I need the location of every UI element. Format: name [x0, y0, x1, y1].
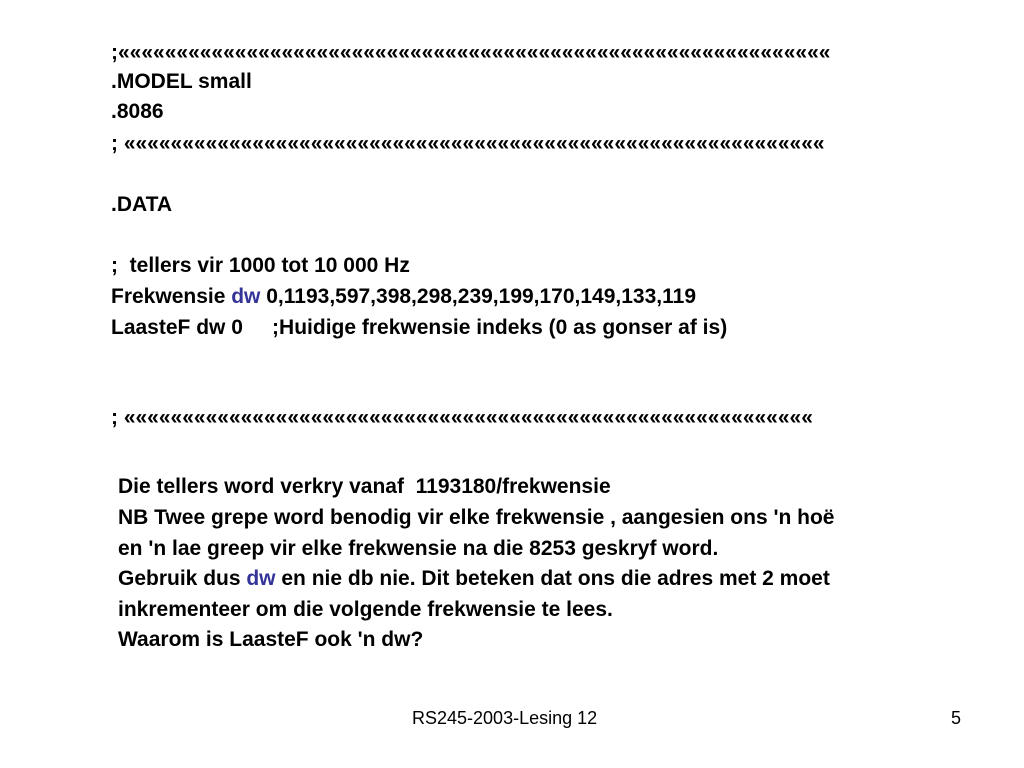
note-line-5: inkrementeer om die volgende frekwensie te lees.: [118, 598, 613, 621]
note-line-4-pre: Gebruik dus: [118, 567, 247, 590]
note-line-1: Die tellers word verkry vanaf 1193180/frekwensie: [118, 475, 611, 498]
frekwensie-declaration: [111, 282, 696, 312]
separator-line-2: ; ««««««««««««««««««««««««««««««««««««««««««««««««««««««««««««: [111, 132, 825, 155]
data-directive: .DATA: [111, 193, 173, 216]
frekwensie-values: 0,1193,597,398,298,239,199,170,149,133,119: [260, 285, 697, 308]
cpu-directive: .8086: [111, 100, 164, 123]
note-line-4-post: en nie db nie. Dit beteken dat ons die adres met 2 moet: [275, 567, 830, 590]
dw-keyword: dw: [231, 285, 261, 308]
note-line-4: [118, 564, 830, 594]
note-line-3: en 'n lae greep vir elke frekwensie na die 8253 geskryf word.: [118, 537, 719, 560]
note-line-6: Waarom is LaasteF ook 'n dw?: [118, 628, 424, 651]
code-comment: ; tellers vir 1000 tot 10 000 Hz: [111, 254, 410, 277]
model-directive: .MODEL small: [111, 70, 252, 93]
laastef-declaration: LaasteF dw 0 ;Huidige frekwensie indeks (0 as gonser af is): [111, 316, 728, 339]
footer-title: RS245-2003-Lesing 12: [412, 708, 598, 728]
note-line-2: NB Twee grepe word benodig vir elke frekwensie , aangesien ons 'n hoë: [118, 506, 835, 529]
page-number: 5: [951, 708, 962, 728]
separator-line-1: ;«««««««««««««««««««««««««««««««««««««««««««««««««««««««««««««: [111, 41, 831, 64]
frekwensie-label: Frekwensie: [111, 285, 232, 308]
note-dw-keyword: dw: [246, 567, 276, 590]
separator-line-3: ; «««««««««««««««««««««««««««««««««««««««««««««««««««««««««««: [111, 406, 813, 429]
